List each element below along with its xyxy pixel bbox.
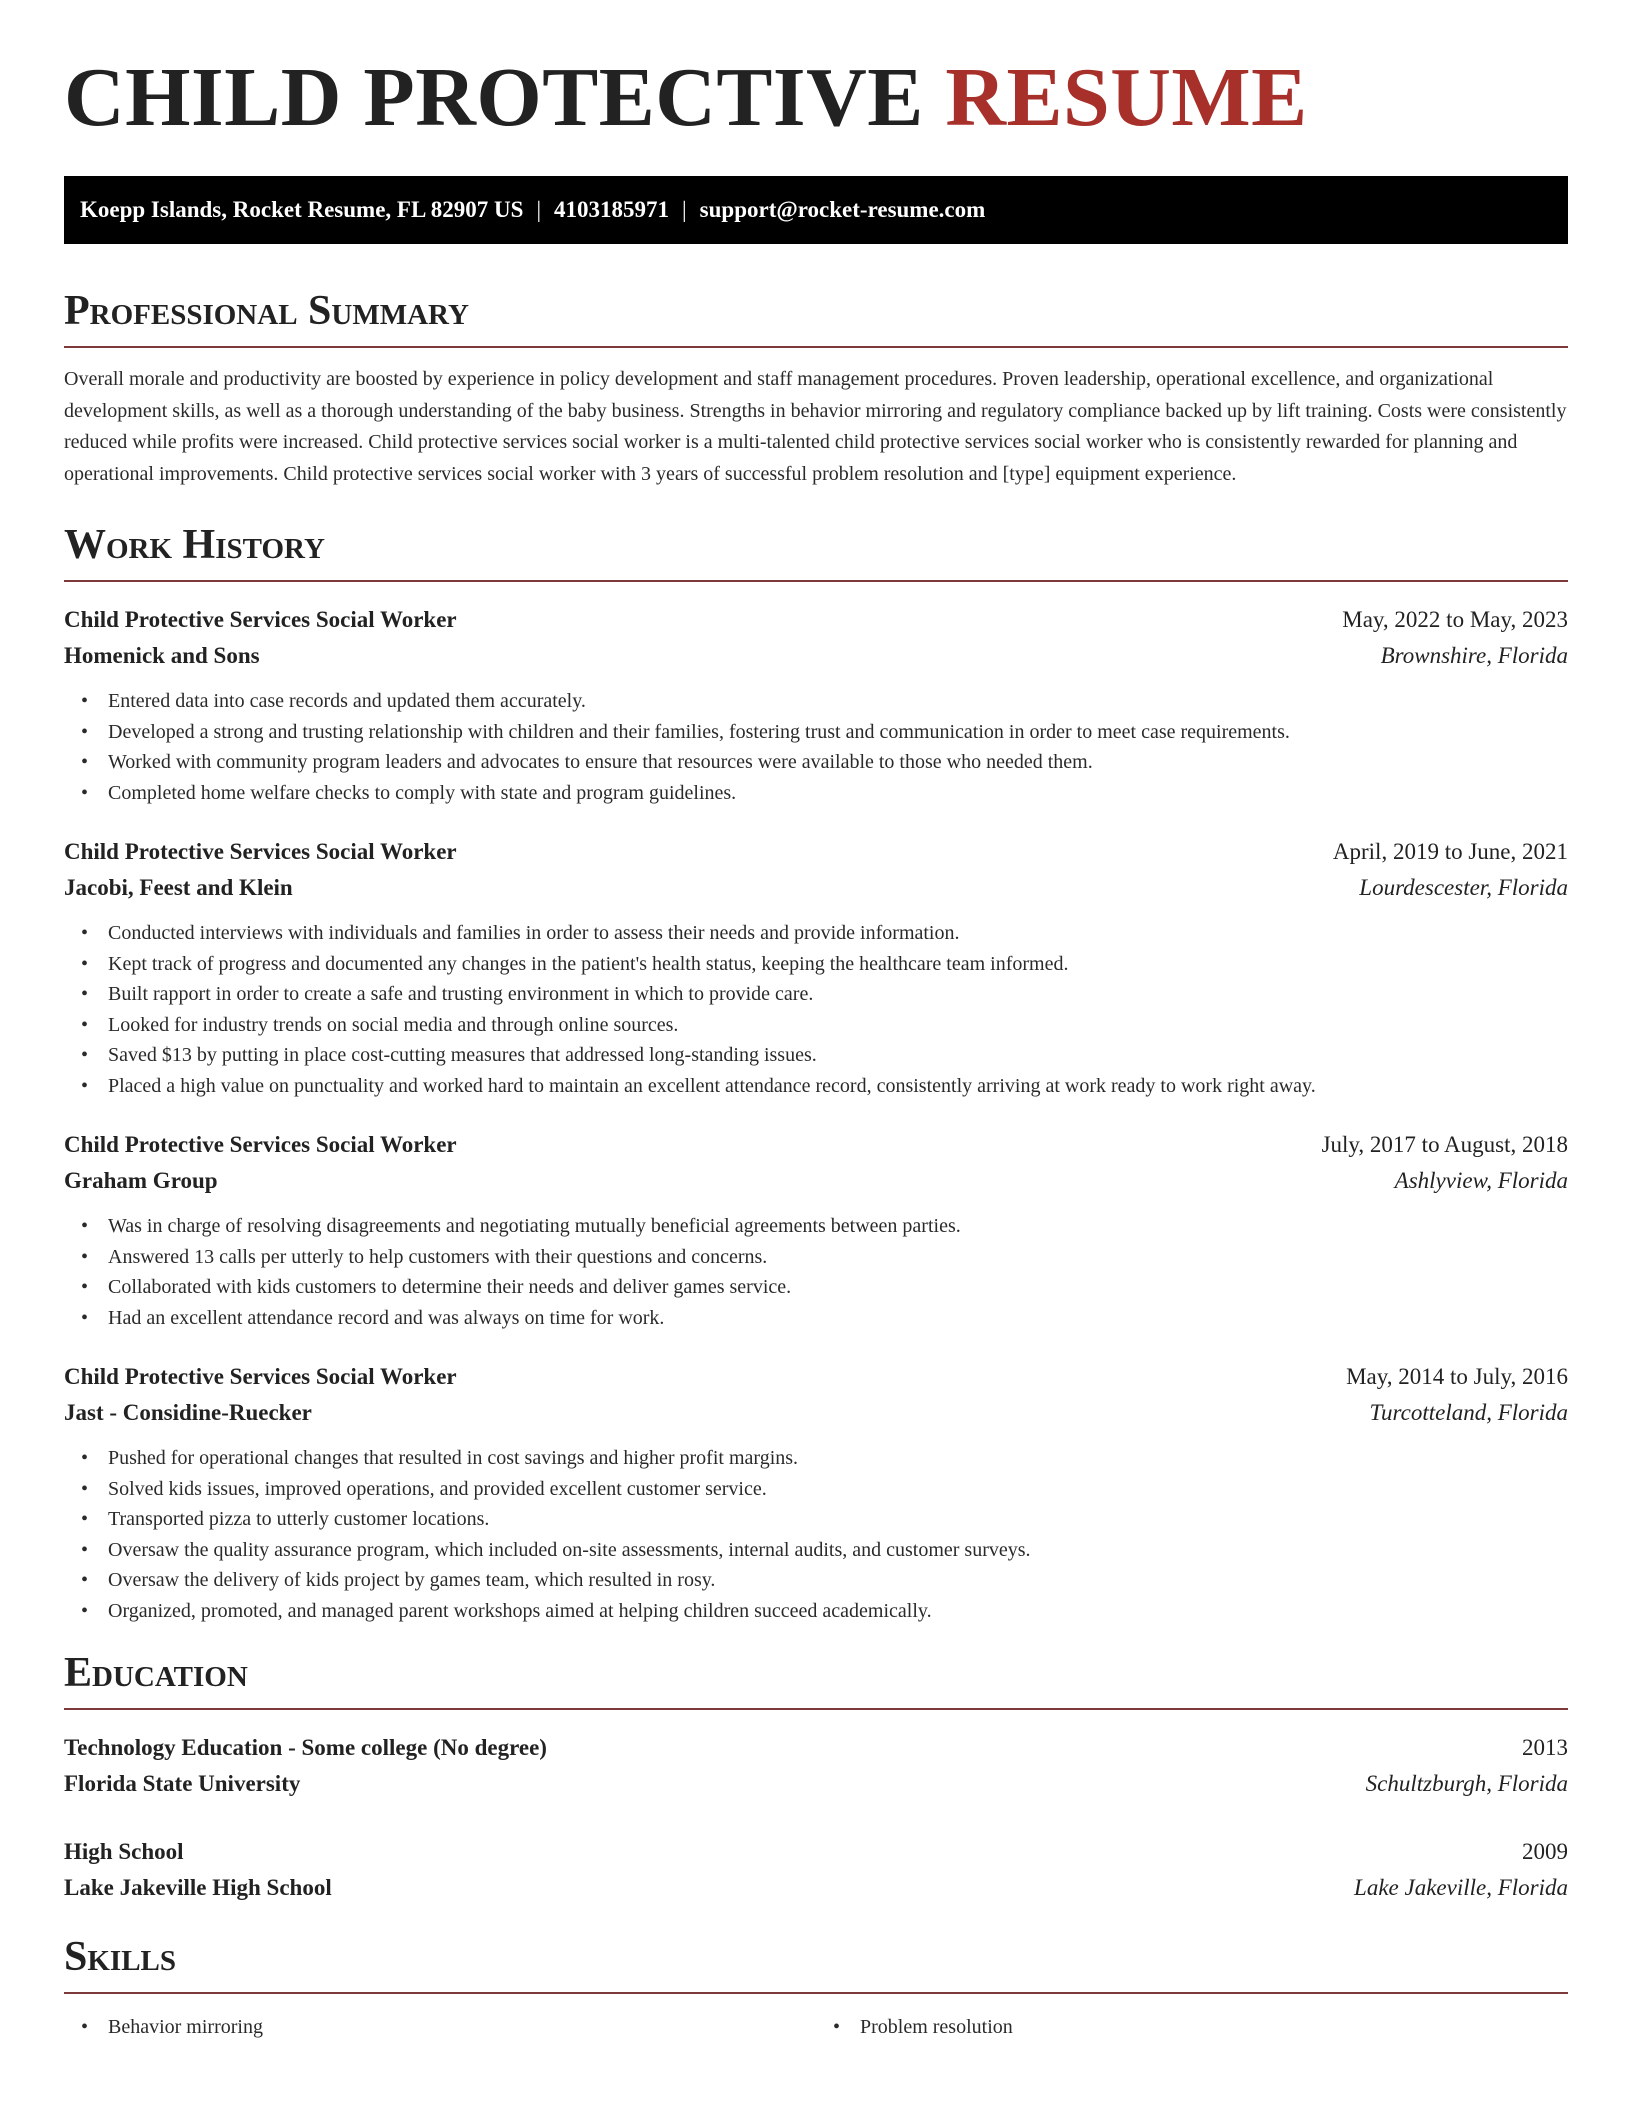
- work-history-heading: Work History: [64, 524, 1568, 582]
- job-location: Ashlyview, Florida: [1394, 1168, 1568, 1193]
- job-duty: • Oversaw the quality assurance program, which included on-site assessments, internal audits, and customer surveys.: [64, 1535, 1568, 1566]
- job-duties: [64, 686, 1568, 808]
- job-entry: [64, 834, 1568, 1101]
- job-company: Jacobi, Feest and Klein: [64, 875, 293, 900]
- job-duty: • Conducted interviews with individuals and families in order to assess their needs and provide information.: [64, 918, 1568, 949]
- education-degree: High School: [64, 1839, 184, 1864]
- job-duties: [64, 1211, 1568, 1333]
- job-duty: • Placed a high value on punctuality and worked hard to maintain an excellent attendance record, consistently arriving at work ready to work right away.: [64, 1071, 1568, 1102]
- title-accent: RESUME: [945, 51, 1308, 144]
- job-duty: • Worked with community program leaders and advocates to ensure that resources were available to those who needed them.: [64, 747, 1568, 778]
- contact-separator: |: [682, 197, 687, 222]
- job-duty: • Looked for industry trends on social media and through online sources.: [64, 1010, 1568, 1041]
- summary-text: Overall morale and productivity are boosted by experience in policy development and staff management procedures. Proven leadership, operational excellence, and organizational development skills, as well as a thorough understanding of the baby business. Strengths in behavior mirroring and regulatory compliance backed up by lift training. Costs were consistently reduced while profits were increased. Child protective services social worker is a multi-talented child protective services social worker who is consistently rewarded for planning and operational improvements. Child protective services social worker with 3 years of successful problem resolution and [type] equipment experience.: [64, 368, 1567, 485]
- job-company: Homenick and Sons: [64, 643, 260, 668]
- job-dates: May, 2014 to July, 2016: [1346, 1364, 1568, 1389]
- job-dates: May, 2022 to May, 2023: [1342, 607, 1568, 632]
- job-duty: • Developed a strong and trusting relationship with children and their families, fostering trust and communication in order to meet case requirements.: [64, 717, 1568, 748]
- skill-item: • Behavior mirroring: [64, 2012, 816, 2043]
- job-title: Child Protective Services Social Worker: [64, 1364, 457, 1389]
- education-degree: Technology Education - Some college (No degree): [64, 1735, 547, 1760]
- education-entry: [64, 1834, 1568, 1906]
- contact-email[interactable]: support@rocket-resume.com: [699, 197, 986, 222]
- education-location: Lake Jakeville, Florida: [1354, 1875, 1568, 1900]
- skills-column-right: [816, 2012, 1568, 2043]
- job-title-row: [64, 1359, 1568, 1395]
- job-company-row: [64, 1395, 1568, 1431]
- contact-separator: |: [536, 197, 542, 222]
- education-year: 2009: [1522, 1839, 1568, 1864]
- job-entry: [64, 602, 1568, 808]
- education-school-row: [64, 1870, 1568, 1906]
- job-duty: • Saved $13 by putting in place cost-cutting measures that addressed long-standing issues.: [64, 1040, 1568, 1071]
- job-dates: April, 2019 to June, 2021: [1332, 839, 1568, 864]
- job-duties: [64, 918, 1568, 1101]
- education-location: Schultzburgh, Florida: [1365, 1771, 1568, 1796]
- education-year: 2013: [1522, 1735, 1568, 1760]
- job-company: Jast - Considine-Ruecker: [64, 1400, 312, 1425]
- skills-column-left: [64, 2012, 816, 2043]
- contact-address: Koepp Islands, Rocket Resume, FL 82907 US: [80, 197, 524, 222]
- job-duty: • Organized, promoted, and managed parent workshops aimed at helping children succeed academically.: [64, 1596, 1568, 1627]
- job-entry: [64, 1359, 1568, 1626]
- education-school: Lake Jakeville High School: [64, 1875, 332, 1900]
- education-entry: [64, 1730, 1568, 1802]
- job-title-row: [64, 602, 1568, 638]
- education-school: Florida State University: [64, 1771, 301, 1796]
- job-duty: • Was in charge of resolving disagreements and negotiating mutually beneficial agreements between parties.: [64, 1211, 1568, 1242]
- job-duty: • Answered 13 calls per utterly to help customers with their questions and concerns.: [64, 1242, 1568, 1273]
- job-entry: [64, 1127, 1568, 1333]
- job-company-row: [64, 638, 1568, 674]
- job-duty: • Solved kids issues, improved operations, and provided excellent customer service.: [64, 1474, 1568, 1505]
- job-duty: • Had an excellent attendance record and was always on time for work.: [64, 1303, 1568, 1334]
- job-duty: • Built rapport in order to create a safe and trusting environment in which to provide care.: [64, 979, 1568, 1010]
- job-duty: • Kept track of progress and documented any changes in the patient's health status, keeping the healthcare team informed.: [64, 949, 1568, 980]
- job-company-row: [64, 1163, 1568, 1199]
- job-duty: • Completed home welfare checks to comply with state and program guidelines.: [64, 778, 1568, 809]
- education-school-row: [64, 1766, 1568, 1802]
- job-duty: • Oversaw the delivery of kids project by games team, which resulted in rosy.: [64, 1565, 1568, 1596]
- job-title: Child Protective Services Social Worker: [64, 607, 457, 632]
- job-company-row: [64, 870, 1568, 906]
- skills-heading: Skills: [64, 1936, 1568, 1994]
- contact-phone: 4103185971: [554, 197, 670, 222]
- skills-list: [64, 2012, 1568, 2043]
- contact-bar: [64, 176, 1568, 244]
- skill-item: • Problem resolution: [816, 2012, 1568, 2043]
- job-duty: • Entered data into case records and updated them accurately.: [64, 686, 1568, 717]
- job-title-row: [64, 834, 1568, 870]
- title-main: CHILD PROTECTIVE: [64, 51, 924, 144]
- summary-heading: Professional Summary: [64, 290, 1568, 348]
- job-duty: • Pushed for operational changes that resulted in cost savings and higher profit margins.: [64, 1443, 1568, 1474]
- job-duty: • Transported pizza to utterly customer locations.: [64, 1504, 1568, 1535]
- job-title: Child Protective Services Social Worker: [64, 1132, 457, 1157]
- job-location: Brownshire, Florida: [1380, 643, 1568, 668]
- job-title-row: [64, 1127, 1568, 1163]
- education-degree-row: [64, 1730, 1568, 1766]
- job-location: Turcotteland, Florida: [1369, 1400, 1568, 1425]
- job-duty: • Collaborated with kids customers to determine their needs and deliver games service.: [64, 1272, 1568, 1303]
- job-location: Lourdescester, Florida: [1359, 875, 1568, 900]
- job-duties: [64, 1443, 1568, 1626]
- job-company: Graham Group: [64, 1168, 218, 1193]
- job-title: Child Protective Services Social Worker: [64, 839, 457, 864]
- education-degree-row: [64, 1834, 1568, 1870]
- resume-title: [64, 0, 1568, 176]
- job-dates: July, 2017 to August, 2018: [1321, 1132, 1568, 1157]
- education-heading: Education: [64, 1652, 1568, 1710]
